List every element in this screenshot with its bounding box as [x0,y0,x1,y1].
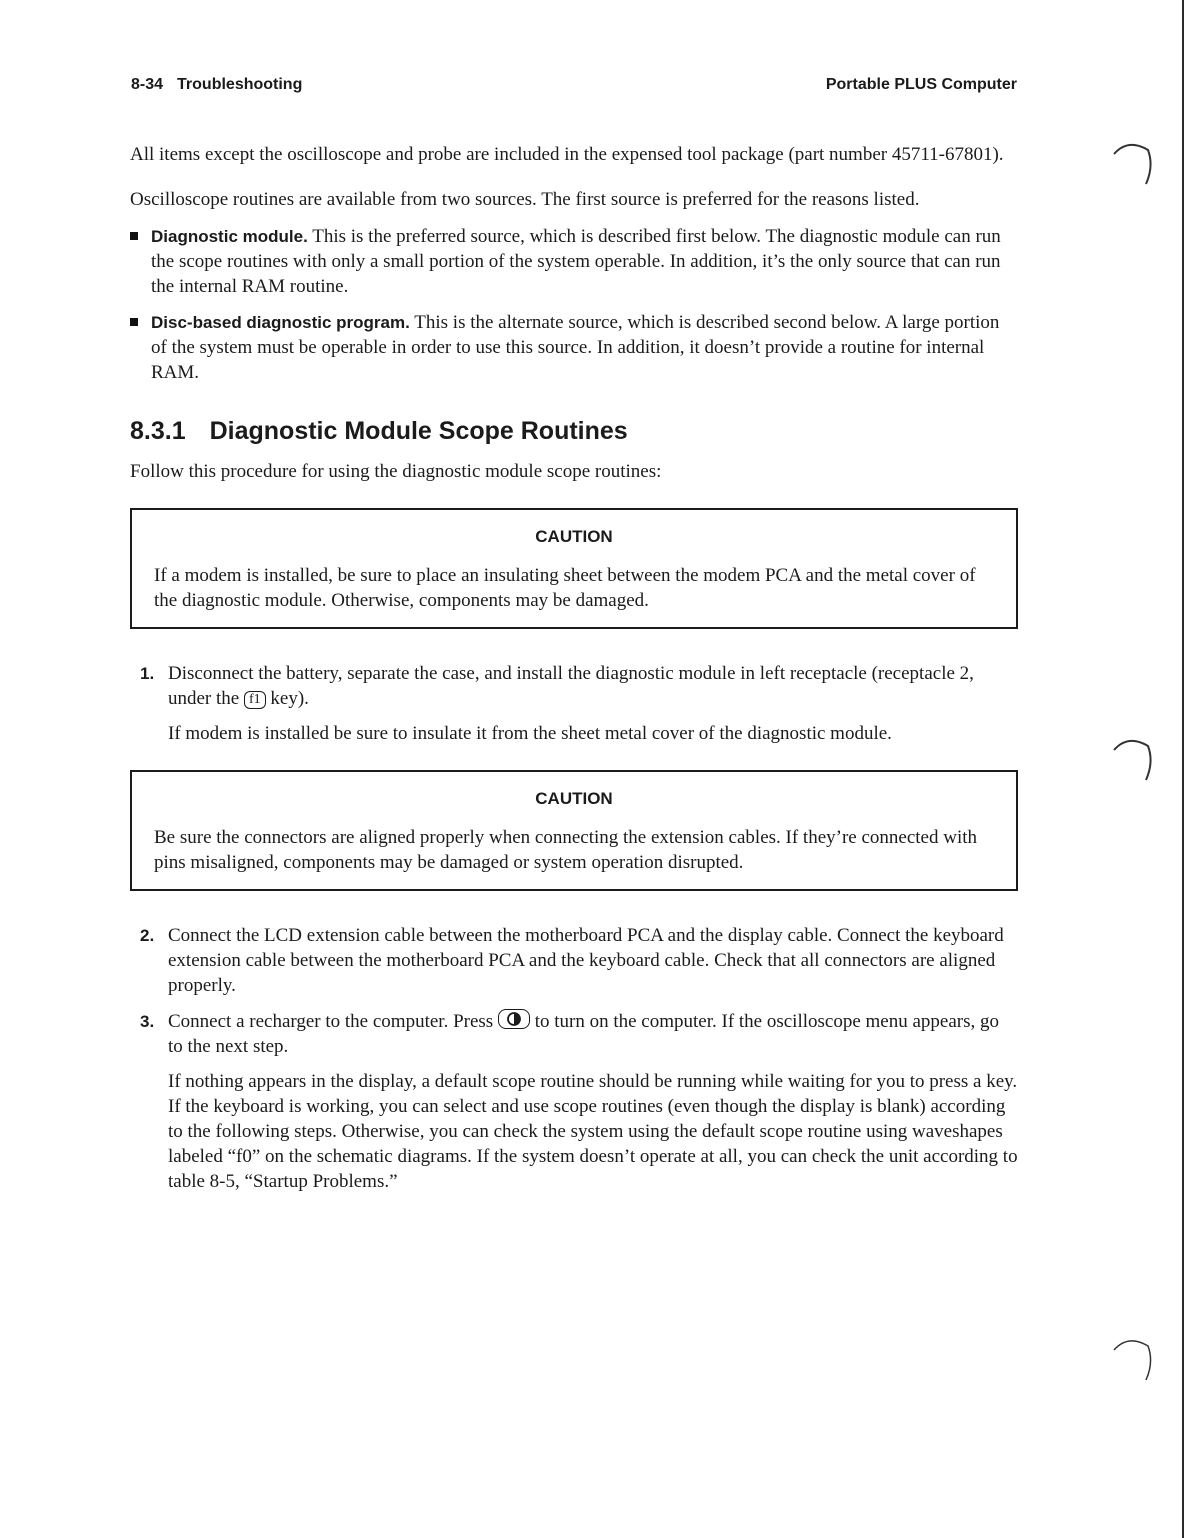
body-text [130,142,1018,1205]
running-header [131,76,1017,100]
step-note: If modem is installed be sure to insulate it from the sheet metal cover of the diagnostic module. [168,723,892,744]
list-item [130,310,1018,385]
step-text: Connect a recharger to the computer. Press [168,1011,494,1032]
section-title: Diagnostic Module Scope Routines [209,417,628,445]
binder-hole-icon [1110,140,1154,196]
step-note: If nothing appears in the display, a default scope routine should be running while waiting for you to press a key. If the keyboard is working, you can select and use scope routines (even though the display is blank) according to the following steps. Otherwise, you can check the system using the default scope routine using waveshapes labeled “f0” on the schematic diagrams. If the system doesn’t operate at all, you can check the unit according to table 8-5, “Startup Problems.” [168,1071,1018,1192]
step-item [130,661,1018,746]
list-item-text: This is the alternate source, which is described second below. A large portion of the system must be operable in order to use this source. In addition, it doesn’t provide a routine for internal RAM. [151,312,1000,383]
list-item [130,224,1018,299]
step-number: 3. [140,1012,155,1031]
list-item-text: This is the preferred source, which is described first below. The diagnostic module can run the scope routines with only a small portion of the system operable. In addition, it’s the only source that can run the internal RAM routine. [151,226,1001,297]
list-item-lead: Disc-based diagnostic program. [151,313,410,332]
page-number: 8-34 [131,76,164,93]
binder-hole-icon [1110,1336,1154,1392]
caution-box [130,770,1018,891]
step-number: 2. [140,926,155,945]
power-icon [506,1011,522,1027]
power-key-icon [498,1009,530,1029]
steps-list-2 [130,923,1018,1194]
binder-hole-icon [1110,736,1154,792]
bullet-icon [130,232,138,240]
intro-paragraph-2: Oscilloscope routines are available from two sources. The first source is preferred for the reasons listed. [130,189,920,210]
intro-paragraph-1: All items except the oscilloscope and probe are included in the expensed tool package (part number 45711-67801). [130,144,1004,165]
step-number: 1. [140,664,155,683]
bullet-icon [130,318,138,326]
step-text-end: key). [270,688,309,709]
step-text: Connect the LCD extension cable between the motherboard PCA and the display cable. Connect the keyboard extension cable between the motherboard PCA and the keyboard cable. Check that all connectors are aligned properly. [168,925,1004,996]
step-text-end: to turn on the computer. If the oscilloscope menu appears, go to the next step. [168,1011,1000,1057]
caution-text: If a modem is installed, be sure to place an insulating sheet between the modem PCA and the metal cover of the diagnostic module. Otherwise, components may be damaged. [154,565,976,611]
f1-key-icon: f1 [244,691,266,709]
list-item-lead: Diagnostic module. [151,227,308,246]
section-name: Troubleshooting [177,76,303,93]
source-list [130,224,1018,385]
document-title: Portable PLUS Computer [825,76,1017,93]
caution-title: CAUTION [535,789,613,808]
step-item [130,923,1018,998]
section-lead: Follow this procedure for using the diagnostic module scope routines: [130,461,662,482]
caution-box [130,508,1018,629]
step-text: Disconnect the battery, separate the case, and install the diagnostic module in left receptacle (receptacle 2, under the [168,663,974,709]
header-left [131,76,302,94]
steps-list-1 [130,661,1018,746]
section-number: 8.3.1 [130,417,186,445]
section-heading [130,415,1018,447]
caution-title: CAUTION [535,527,613,546]
page-edge [1182,0,1184,1538]
caution-text: Be sure the connectors are aligned properly when connecting the extension cables. If they’re connected with pins misaligned, components may be damaged or system operation disrupted. [154,827,978,873]
step-item [130,1009,1018,1194]
